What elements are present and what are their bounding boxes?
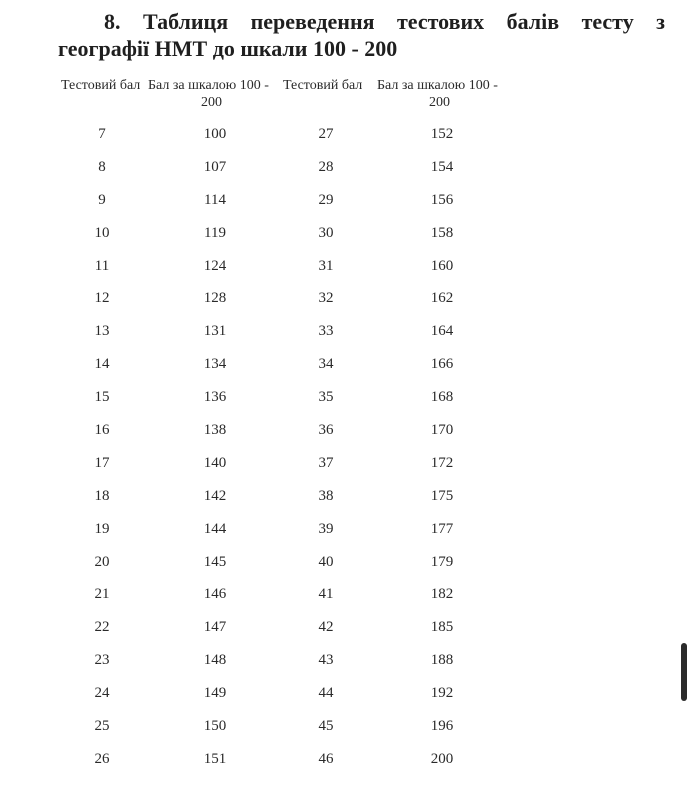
cell-test-score: 40 (318, 553, 334, 570)
cell-scale-score: 107 (203, 158, 227, 175)
cell-scale-score: 177 (430, 520, 454, 537)
table-row (0, 648, 692, 681)
cell-test-score: 22 (94, 619, 110, 636)
table-row (0, 122, 692, 155)
cell-scale-score: 175 (430, 487, 454, 504)
cell-scale-score: 162 (430, 290, 454, 307)
cell-scale-score: 124 (203, 257, 227, 274)
header-scale-score-2-text: Бал за шкалою 100 - (377, 78, 498, 93)
cell-scale-score: 185 (430, 619, 454, 636)
cell-scale-score: 158 (430, 224, 454, 241)
cell-scale-score: 147 (203, 619, 227, 636)
cell-scale-score: 114 (204, 191, 226, 208)
cell-test-score: 23 (94, 652, 110, 669)
cell-test-score: 36 (318, 422, 334, 439)
cell-scale-score: 100 (203, 126, 227, 142)
cell-scale-score: 192 (430, 685, 454, 702)
cell-scale-score: 151 (203, 750, 227, 767)
cell-test-score: 41 (318, 586, 334, 603)
table-row (0, 550, 692, 583)
cell-scale-score: 170 (430, 422, 454, 439)
cell-scale-score: 119 (204, 224, 226, 241)
cell-test-score: 32 (318, 290, 334, 307)
cell-test-score: 21 (94, 586, 110, 603)
document-heading (0, 0, 692, 70)
cell-scale-score: 179 (430, 553, 454, 570)
cell-scale-score: 149 (203, 685, 227, 702)
table-row (0, 319, 692, 352)
heading-line-1: 8. Таблиця переведення тестових балів тесту з (104, 9, 665, 34)
cell-scale-score: 150 (203, 718, 227, 735)
cell-scale-score: 156 (430, 191, 454, 208)
cell-test-score: 39 (318, 520, 334, 537)
header-scale-score-1-text: Бал за шкалою 100 - (148, 78, 269, 93)
cell-scale-score: 182 (430, 586, 454, 603)
cell-test-score: 9 (98, 191, 106, 208)
header-scale-score-1-cont: 200 (201, 95, 222, 110)
cell-test-score: 16 (94, 422, 110, 439)
table-row (0, 352, 692, 385)
cell-test-score: 7 (98, 126, 106, 142)
table-row (0, 221, 692, 254)
cell-scale-score: 188 (430, 652, 454, 669)
cell-test-score: 45 (318, 718, 334, 735)
cell-test-score: 12 (94, 290, 110, 307)
scrollbar-thumb[interactable] (681, 643, 687, 701)
table-row (0, 418, 692, 451)
table-body (0, 122, 692, 780)
table-row (0, 286, 692, 319)
cell-scale-score: 128 (203, 290, 227, 307)
cell-test-score: 25 (94, 718, 110, 735)
header-scale-score-1 (148, 77, 288, 111)
cell-test-score: 18 (94, 487, 110, 504)
cell-scale-score: 146 (203, 586, 227, 603)
cell-scale-score: 152 (430, 126, 454, 142)
cell-scale-score: 154 (430, 158, 454, 175)
cell-test-score: 19 (94, 520, 110, 537)
cell-test-score: 13 (94, 323, 110, 340)
table-row (0, 188, 692, 221)
table-row (0, 484, 692, 517)
cell-scale-score: 131 (203, 323, 227, 340)
cell-scale-score: 166 (430, 356, 454, 373)
cell-test-score: 35 (318, 389, 334, 406)
table-row (0, 155, 692, 188)
cell-test-score: 29 (318, 191, 334, 208)
heading-line-2: географії НМТ до шкали 100 - 200 (58, 36, 398, 61)
cell-scale-score: 138 (203, 422, 227, 439)
cell-test-score: 37 (318, 454, 334, 471)
score-conversion-table (0, 76, 692, 796)
table-row (0, 517, 692, 550)
cell-scale-score: 136 (203, 389, 227, 406)
cell-scale-score: 196 (430, 718, 454, 735)
cell-test-score: 28 (318, 158, 334, 175)
cell-test-score: 20 (94, 553, 110, 570)
table-row (0, 615, 692, 648)
table-row (0, 582, 692, 615)
cell-test-score: 10 (94, 224, 110, 241)
cell-test-score: 17 (94, 454, 110, 471)
cell-scale-score: 144 (203, 520, 227, 537)
cell-scale-score: 134 (203, 356, 227, 373)
table-row (0, 385, 692, 418)
cell-test-score: 43 (318, 652, 334, 669)
header-test-score-2: Тестовий бал (283, 78, 363, 93)
cell-test-score: 31 (318, 257, 334, 274)
cell-test-score: 46 (318, 750, 334, 767)
header-scale-score-2 (377, 77, 517, 111)
cell-scale-score: 140 (203, 454, 227, 471)
cell-test-score: 15 (94, 389, 110, 406)
table-row (0, 254, 692, 287)
cell-scale-score: 145 (203, 553, 227, 570)
cell-test-score: 44 (318, 685, 334, 702)
cell-test-score: 8 (98, 158, 106, 175)
cell-scale-score: 172 (430, 454, 454, 471)
cell-test-score: 26 (94, 750, 110, 767)
header-scale-score-2-cont: 200 (429, 95, 450, 110)
cell-scale-score: 168 (430, 389, 454, 406)
header-test-score-1: Тестовий бал (61, 78, 141, 93)
cell-test-score: 42 (318, 619, 334, 636)
table-row (0, 714, 692, 747)
cell-scale-score: 148 (203, 652, 227, 669)
cell-test-score: 11 (94, 257, 110, 274)
cell-scale-score: 142 (203, 487, 227, 504)
cell-test-score: 14 (94, 356, 110, 373)
table-row (0, 451, 692, 484)
table-row (0, 747, 692, 780)
cell-test-score: 33 (318, 323, 334, 340)
cell-scale-score: 200 (430, 750, 454, 767)
cell-scale-score: 160 (430, 257, 454, 274)
cell-scale-score: 164 (430, 323, 454, 340)
cell-test-score: 34 (318, 356, 334, 373)
table-row (0, 681, 692, 714)
cell-test-score: 38 (318, 487, 334, 504)
cell-test-score: 27 (318, 126, 334, 142)
cell-test-score: 30 (318, 224, 334, 241)
cell-test-score: 24 (94, 685, 110, 702)
